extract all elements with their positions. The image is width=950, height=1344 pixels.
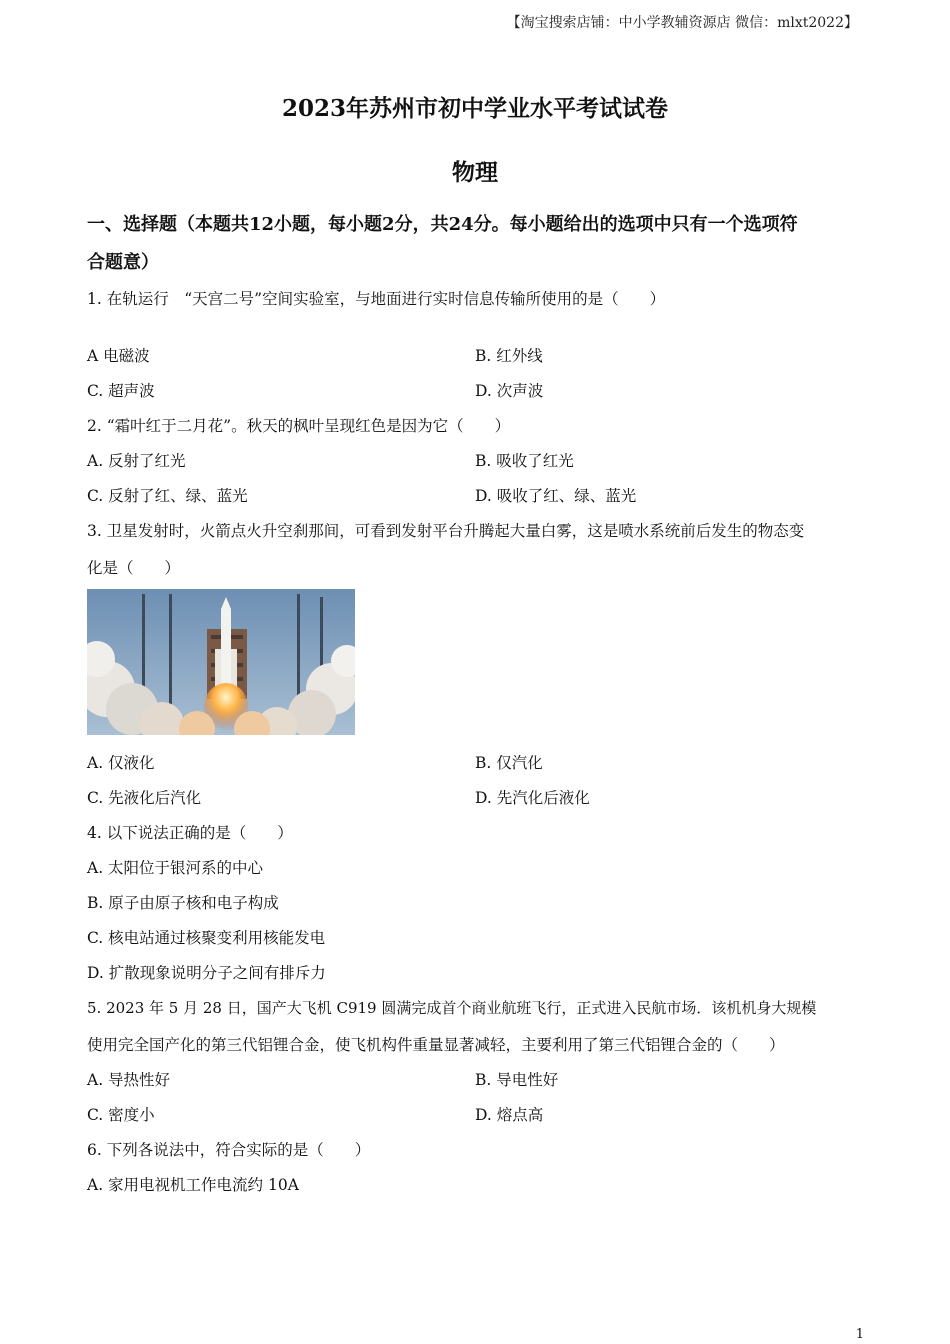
q3-option-b: B. 仅汽化 bbox=[475, 754, 543, 772]
question-6: 6. 下列各说法中，符合实际的是（ ） bbox=[87, 1141, 371, 1159]
q5-option-a: A. 导热性好 bbox=[87, 1071, 171, 1089]
question-5: 5. 2023 年 5 月 28 日，国产大飞机 C919 圆满完成首个商业航班飞行，正式进入民航市场．该机机身大规模 bbox=[87, 999, 817, 1017]
rocket-launch-photo bbox=[87, 589, 355, 735]
q1-option-b: B. 红外线 bbox=[475, 347, 543, 365]
question-4: 4. 以下说法正确的是（ ） bbox=[87, 824, 293, 842]
q2-option-c: C. 反射了红、绿、蓝光 bbox=[87, 487, 248, 505]
subject-title: 物理 bbox=[452, 159, 498, 186]
header-shop-note: 【淘宝搜索店铺：中小学教辅资源店 微信：mlxt2022】 bbox=[506, 15, 858, 31]
question-2: 2. “霜叶红于二月花”。秋天的枫叶呈现红色是因为它（ ） bbox=[87, 417, 511, 435]
q3-option-c: C. 先液化后汽化 bbox=[87, 789, 202, 807]
question-5-cont: 使用完全国产化的第三代铝锂合金，使飞机构件重量显著减轻，主要利用了第三代铝锂合金的（ ） bbox=[87, 1036, 785, 1054]
q6-option-a: A. 家用电视机工作电流约 10A bbox=[87, 1176, 299, 1194]
q2-option-d: D. 吸收了红、绿、蓝光 bbox=[475, 487, 637, 505]
question-1: 1. 在轨运行 “天宫二号”空间实验室，与地面进行实时信息传输所使用的是（ ） bbox=[87, 290, 666, 308]
q1-option-d: D. 次声波 bbox=[475, 382, 544, 400]
q4-option-c: C. 核电站通过核聚变利用核能发电 bbox=[87, 929, 326, 947]
q1-option-c: C. 超声波 bbox=[87, 382, 155, 400]
q3-option-d: D. 先汽化后液化 bbox=[475, 789, 590, 807]
question-3: 3. 卫星发射时，火箭点火升空刹那间，可看到发射平台升腾起大量白雾，这是喷水系统前后发生的物态变 bbox=[87, 522, 805, 540]
q1-option-a: A 电磁波 bbox=[87, 347, 150, 365]
q2-option-b: B. 吸收了红光 bbox=[475, 452, 574, 470]
section-heading: 一、选择题（本题共12小题，每小题2分，共24分。每小题给出的选项中只有一个选项符 bbox=[87, 214, 798, 235]
page-number: 1 bbox=[855, 1327, 864, 1342]
question-3-cont: 化是（ ） bbox=[87, 559, 181, 577]
q5-option-d: D. 熔点高 bbox=[475, 1106, 544, 1124]
q4-option-a: A. 太阳位于银河系的中心 bbox=[87, 859, 264, 877]
q2-option-a: A. 反射了红光 bbox=[87, 452, 186, 470]
q5-option-b: B. 导电性好 bbox=[475, 1071, 559, 1089]
q4-option-d: D. 扩散现象说明分子之间有排斥力 bbox=[87, 964, 326, 982]
q5-option-c: C. 密度小 bbox=[87, 1106, 155, 1124]
section-heading-cont: 合题意） bbox=[87, 252, 159, 273]
q3-option-a: A. 仅液化 bbox=[87, 754, 155, 772]
exam-title: 2023年苏州市初中学业水平考试试卷 bbox=[281, 95, 668, 122]
q4-option-b: B. 原子由原子核和电子构成 bbox=[87, 894, 279, 912]
